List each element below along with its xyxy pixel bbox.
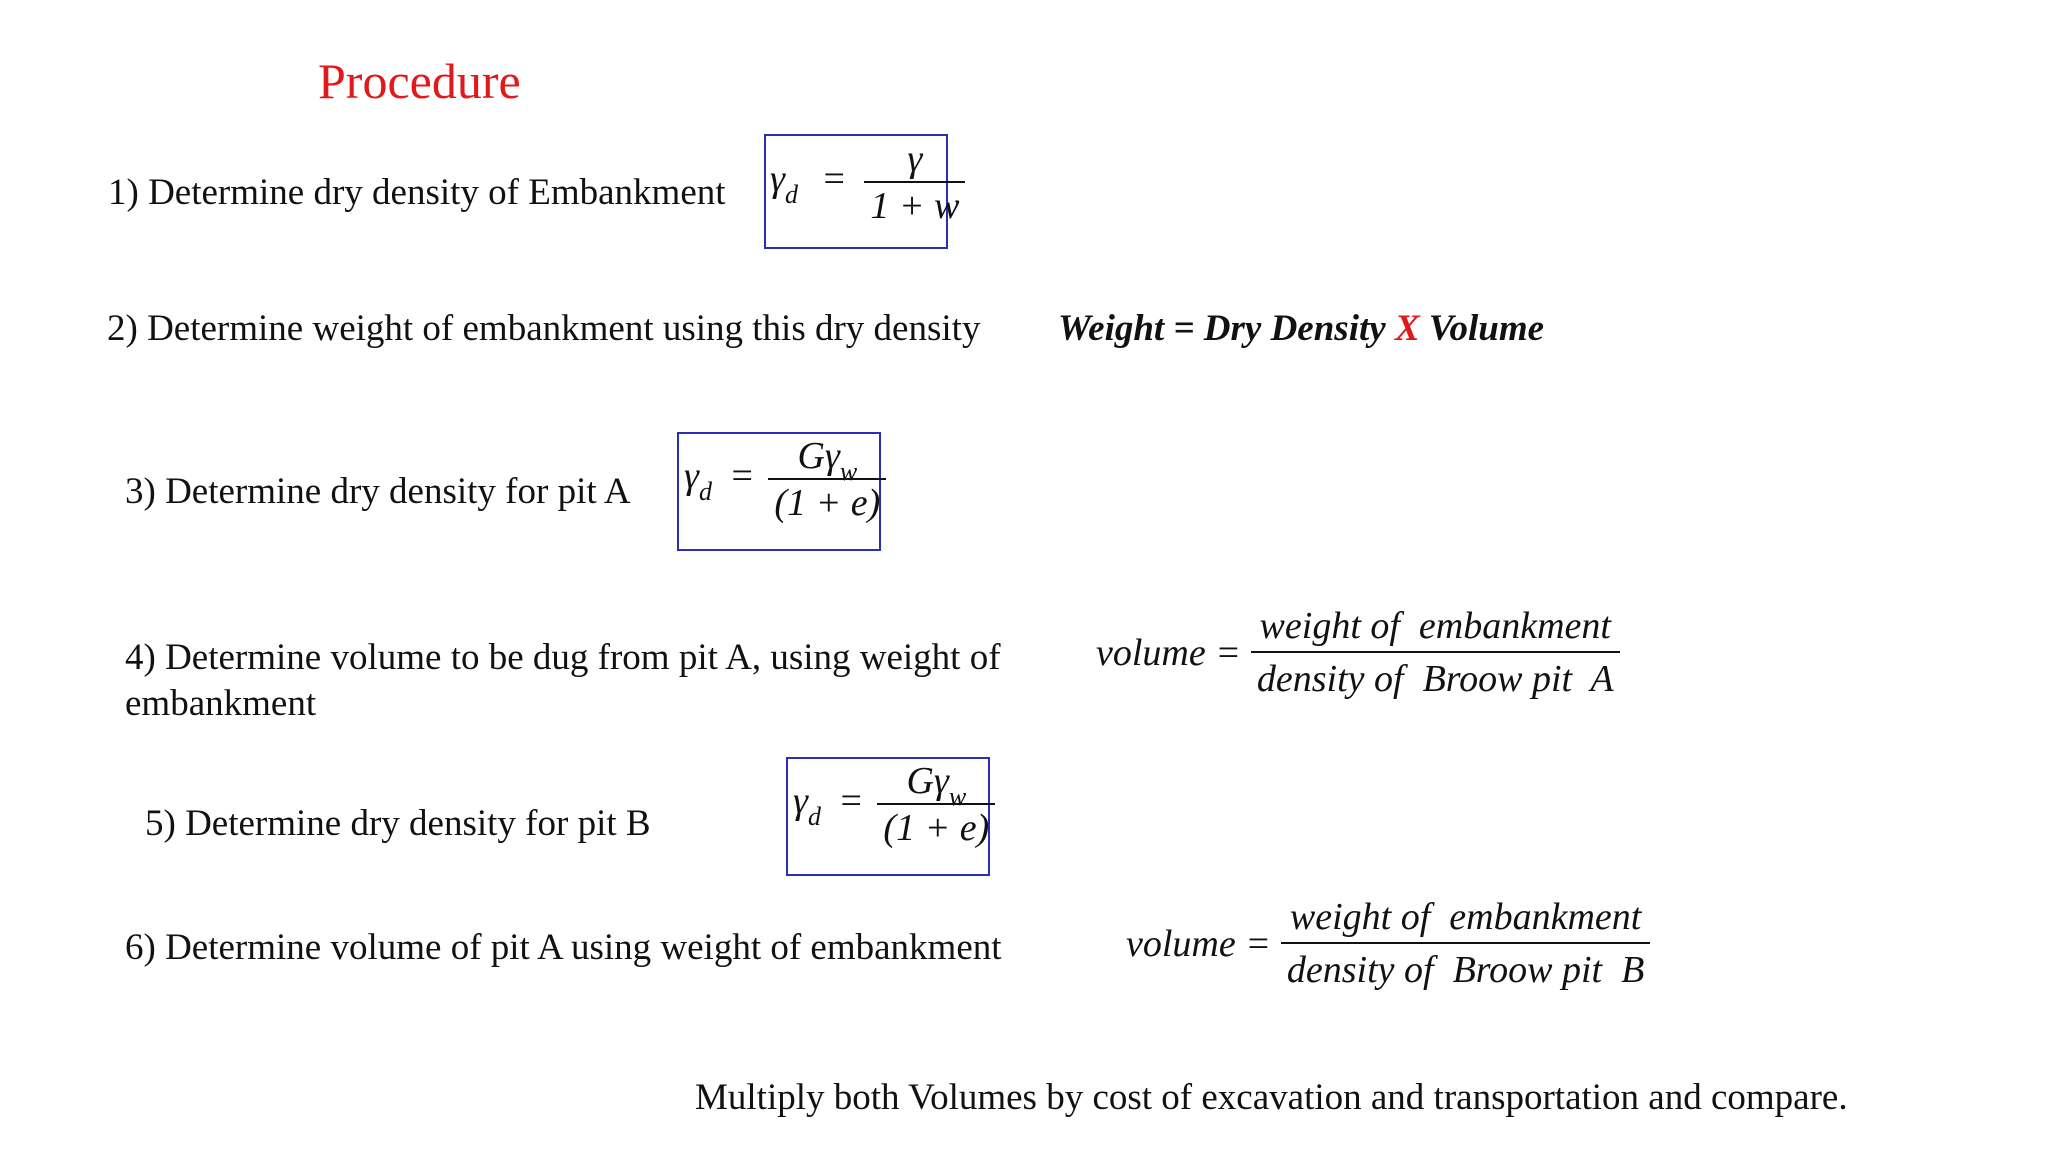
g-gamma: Gγ [906,760,949,802]
equals-sign: = [823,158,845,201]
gamma-symbol: γ [793,780,808,823]
subscript-d: d [807,802,821,832]
dry-density-formula-pit-a [684,437,886,522]
equals-sign: = [731,455,753,498]
subscript-d: d [784,180,798,210]
weight-equation-part1: Weight = Dry Density [1058,308,1395,349]
step-5: 5) Determine dry density for pit B [145,803,651,844]
gamma-symbol: γ [684,455,699,498]
gamma-symbol: γ [770,158,785,201]
numerator: γ [907,138,923,180]
fraction [877,762,995,847]
step-1: 1) Determine dry density of Embankment [108,172,726,213]
numerator: weight of embankment [1259,605,1611,647]
weight-equation [1058,306,1544,352]
step-2: 2) Determine weight of embankment using this dry density [107,308,981,349]
dry-density-formula-pit-b [793,762,995,847]
fraction [864,140,965,225]
step-3: 3) Determine dry density for pit A [125,471,631,512]
fraction [1251,604,1620,701]
weight-equation-part2: Volume [1419,308,1545,349]
denominator: density of Broow pit B [1286,949,1645,991]
fraction [768,437,886,522]
dry-density-formula-1 [770,140,965,225]
volume-formula-pit-a [1096,604,1620,701]
volume-lhs: volume = [1126,922,1271,965]
subscript-w: w [839,457,858,486]
equals-sign: = [840,780,862,823]
step-4: 4) Determine volume to be dug from pit A, using weight of embankment [125,637,1001,724]
volume-lhs: volume = [1096,631,1241,674]
subscript-w: w [948,782,967,811]
numerator [791,435,863,486]
volume-formula-pit-b [1126,895,1650,992]
final-note: Multiply both Volumes by cost of excavation and transportation and compare. [695,1077,1848,1118]
denominator: 1 + w [870,185,960,227]
denominator: (1 + e) [883,807,990,849]
numerator [900,760,972,811]
page-title: Procedure [318,53,521,109]
fraction [1281,895,1650,992]
denominator: density of Broow pit A [1256,658,1614,700]
step-6: 6) Determine volume of pit A using weight of embankment [125,927,1002,968]
denominator: (1 + e) [774,482,881,524]
g-gamma: Gγ [797,435,840,477]
multiply-sign: X [1394,308,1420,349]
numerator: weight of embankment [1289,896,1642,938]
subscript-d: d [698,477,712,507]
